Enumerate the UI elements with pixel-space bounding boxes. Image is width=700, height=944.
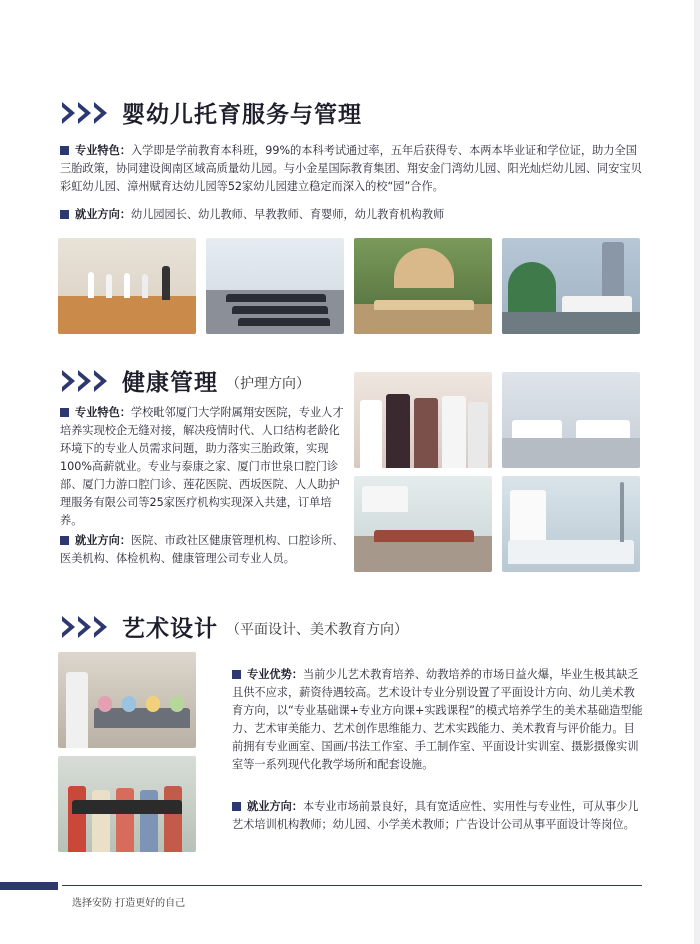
photo-nursing-ward — [502, 372, 640, 468]
childcare-feature-paragraph — [60, 142, 644, 196]
footer-slogan: 选择安防 打造更好的自己 — [72, 898, 186, 909]
career-label: 就业方向： — [75, 534, 131, 547]
section-title: 艺术设计 — [122, 615, 218, 642]
section-title: 婴幼儿托育服务与管理 — [122, 101, 362, 128]
feature-text: 入学即是学前教育本科班，99%的本科考试通过率，五年后获得专、本两本毕业证和学位证，助力全国三胎政策，协同建设闽南区域高质量幼儿园。与小金星国际教育集团、翔安金门湾幼儿园、阳光灿烂幼儿园、同安宝贝彩虹幼儿园、漳州赋育达幼儿园等52家幼儿园建立稳定而深入的校“园”合作。 — [60, 144, 642, 193]
feature-label: 专业特色： — [75, 144, 131, 157]
feature-text: 当前少儿艺术教育培养、幼教培养的市场日益火爆，毕业生极其缺乏且供不应求，薪资待遇较高。艺术设计专业分别设置了平面设计方向、幼儿美术教育方向，以“专业基础课+专业方向课+实践课程”的模式培养学生的美术基础造型能力、艺术审美能力、艺术创作思维能力、艺术实践能力、美术教育与评价能力。目前拥有专业画室、国画/书法工作室、手工制作室、平面设计实训室、摄影摄像实训室等一系列现代化教学场所和配套设施。 — [232, 668, 643, 771]
section-header-health — [62, 364, 310, 397]
art-career-paragraph — [232, 798, 644, 834]
photo-nursing-students — [354, 372, 492, 468]
section-header-childcare — [62, 96, 362, 129]
section-header-art — [62, 610, 408, 643]
square-bullet-icon — [232, 670, 241, 679]
health-feature-paragraph — [60, 404, 345, 530]
square-bullet-icon — [60, 536, 69, 545]
square-bullet-icon — [232, 802, 241, 811]
photo-patient-care — [502, 476, 640, 572]
chevron-arrows-icon — [62, 102, 110, 124]
photo-training-room — [354, 476, 492, 572]
career-label: 就业方向： — [75, 208, 131, 221]
chevron-arrows-icon — [62, 370, 110, 392]
childcare-career-paragraph — [60, 206, 644, 224]
photo-group-campus — [502, 238, 640, 334]
square-bullet-icon — [60, 146, 69, 155]
career-text: 本专业市场前景良好，具有宽适应性、实用性与专业性，可从事少儿艺术培训机构教师；幼儿园、小学美术教师；广告设计公司从事平面设计等岗位。 — [232, 800, 639, 831]
page-edge — [694, 0, 700, 944]
feature-text: 学校毗邻厦门大学附属翔安医院，专业人才培养实现校企无缝对接，解决疫情时代、人口结构老龄化环境下的专业人员需求问题，助力落实三胎政策，实现100%高薪就业。专业与泰康之家、厦门市世泉口腔门诊部、厦门力游口腔门诊、莲花医院、西坂医院、人人助护理服务有限公司等25家医疗机构实现深入共建，订单培养。 — [60, 406, 344, 527]
health-career-paragraph — [60, 532, 345, 568]
photo-classroom-desks — [206, 238, 344, 334]
section-title: 健康管理 — [122, 369, 218, 396]
footer-accent-bar — [0, 882, 58, 890]
feature-label: 专业特色： — [75, 406, 131, 419]
square-bullet-icon — [60, 408, 69, 417]
photo-kindergarten-room — [354, 238, 492, 334]
photo-dance-studio — [58, 238, 196, 334]
career-text: 医院、市政社区健康管理机构、口腔诊所、医美机构、体检机构、健康管理公司专业人员。 — [60, 534, 344, 565]
square-bullet-icon — [60, 210, 69, 219]
art-feature-paragraph — [232, 666, 644, 774]
career-label: 就业方向： — [247, 800, 303, 813]
photo-art-class — [58, 652, 196, 748]
career-text: 幼儿园园长、幼儿教师、早教教师、育婴师，幼儿教育机构教师 — [130, 208, 445, 221]
section-subtitle: （护理方向） — [226, 375, 310, 392]
photo-kids-artwork — [58, 756, 196, 852]
feature-label: 专业优势： — [247, 668, 303, 681]
chevron-arrows-icon — [62, 616, 110, 638]
footer-divider — [62, 885, 642, 886]
section-subtitle: （平面设计、美术教育方向） — [226, 621, 408, 638]
